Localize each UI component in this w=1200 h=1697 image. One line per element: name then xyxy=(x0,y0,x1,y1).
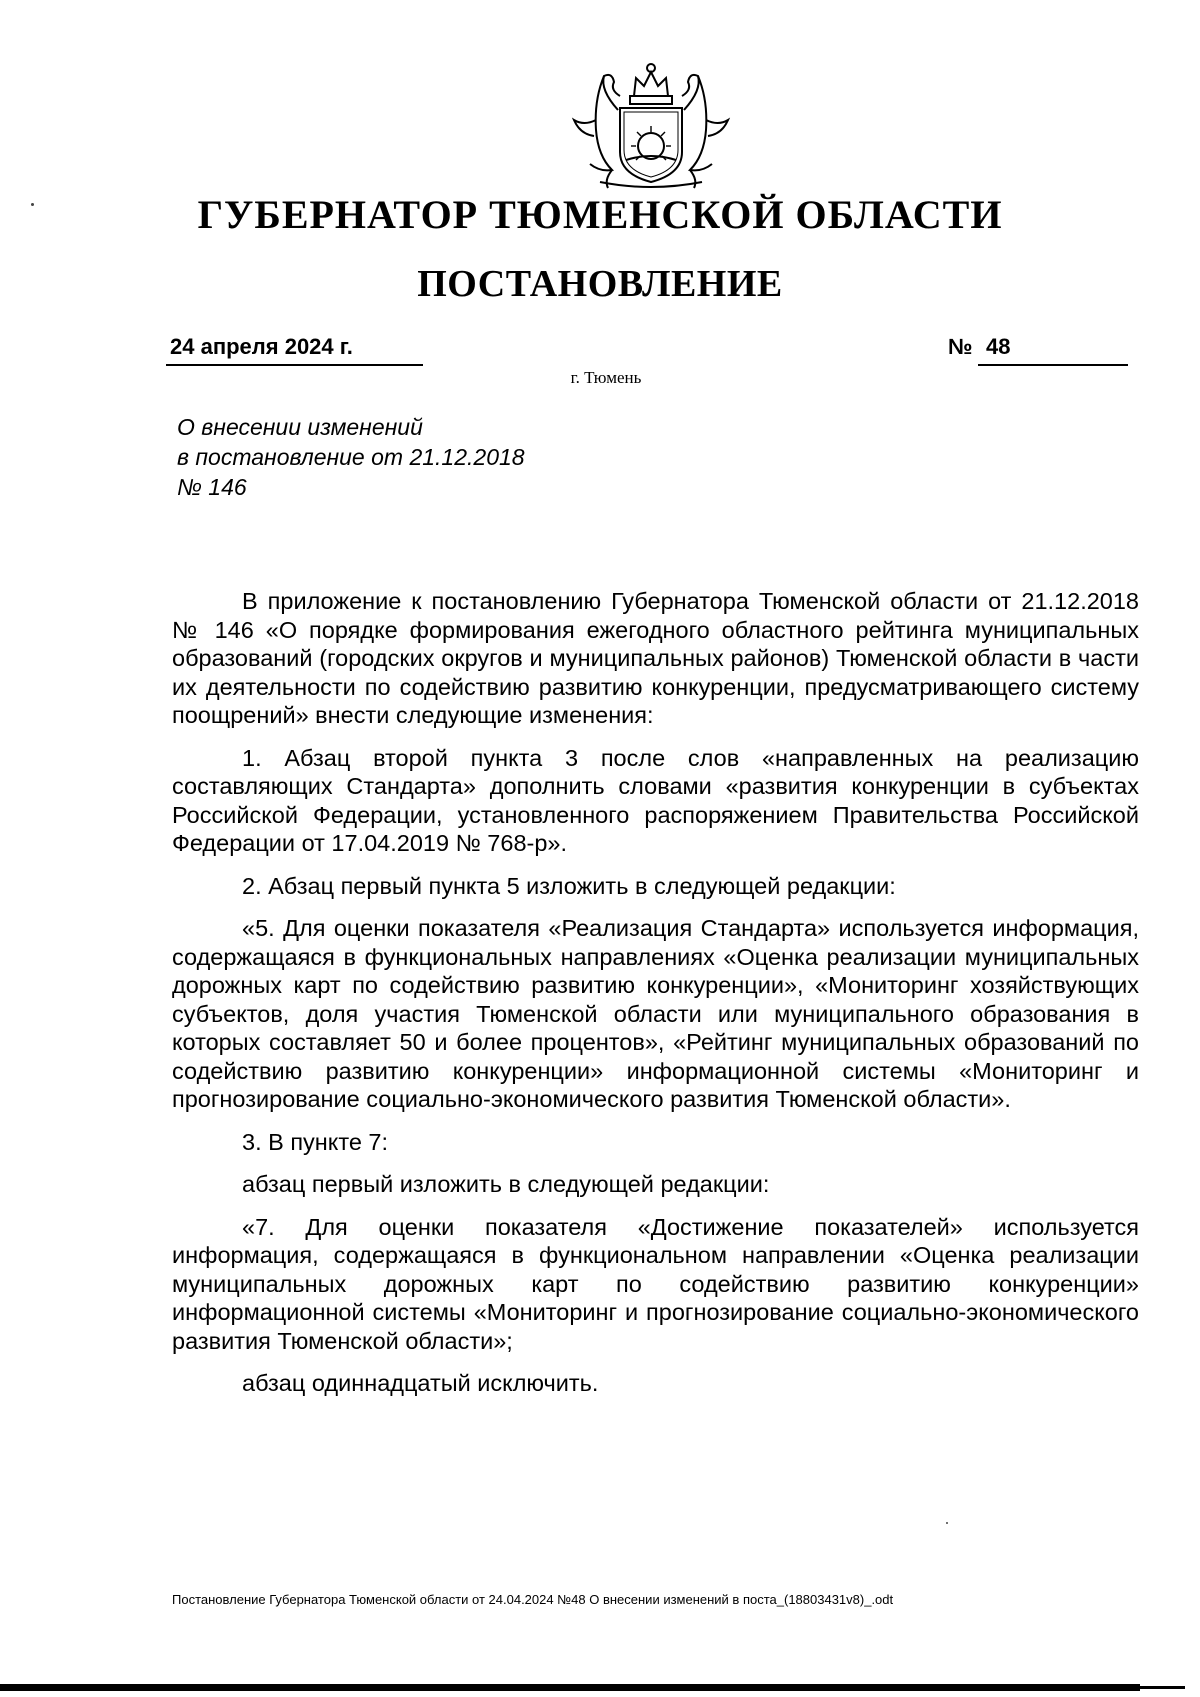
number-underline xyxy=(978,364,1128,366)
scan-speck xyxy=(31,203,34,206)
scan-speck xyxy=(946,1522,948,1524)
issuing-authority-title: ГУБЕРНАТОР ТЮМЕНСКОЙ ОБЛАСТИ xyxy=(197,192,1003,237)
city-label: г. Тюмень xyxy=(570,368,642,387)
body-paragraph: В приложение к постановлению Губернатора Тюменской области от 21.12.2018 № 146 «О порядке формирования ежегодного областного рейтинга муниципальных образований (городских округов и муниципальных районов) Тюменской области в части их деятельности по содействию развитию конкуренции, предусматривающего систему поощрений» внести следующие изменения: xyxy=(172,588,1139,728)
subject-line: в постановление от 21.12.2018 xyxy=(177,444,525,470)
coat-of-arms-icon xyxy=(560,60,742,192)
document-number: 48 xyxy=(986,334,1011,359)
file-footer: Постановление Губернатора Тюменской области от 24.04.2024 №48 О внесении изменений в поста_(18803431v8)_.odt xyxy=(172,1592,894,1607)
scan-edge-bar xyxy=(0,1684,1140,1691)
document-type-title: ПОСТАНОВЛЕНИЕ xyxy=(417,263,783,305)
date-underline xyxy=(166,364,423,366)
document-date: 24 апреля 2024 г. xyxy=(170,334,353,359)
scan-edge-bar xyxy=(1140,1686,1185,1689)
body-paragraph: абзац одиннадцатый исключить. xyxy=(242,1370,599,1396)
document-subject xyxy=(177,412,525,502)
body-paragraph: 3. В пункте 7: xyxy=(242,1128,389,1155)
body-paragraph: «5. Для оценки показателя «Реализация Стандарта» используется информация, содержащаяся в функциональных направлениях «Оценка реализации муниципальных дорожных карт по содействию развитию конкуренции», «Мониторинг хозяйствующих субъектов, доля участия Тюменской области или муниципального образования в которых составляет 50 и более процентов», «Рейтинг муниципальных образований по содействию развитию конкуренции» информационной системы «Мониторинг и прогнозирование социально-экономического развития Тюменской области». xyxy=(172,915,1139,1112)
body-paragraph: абзац первый изложить в следующей редакции: xyxy=(242,1171,770,1197)
document-body xyxy=(172,587,1139,1412)
body-paragraph: «7. Для оценки показателя «Достижение показателей» используется информация, содержащаяся в функциональном направлении «Оценка реализации муниципальных дорожных карт по содействию развитию конкуренции» информационной системы «Мониторинг и прогнозирование социально-экономического развития Тюменской области»; xyxy=(172,1213,1139,1354)
number-sign: № xyxy=(948,334,973,359)
body-paragraph: 1. Абзац второй пункта 3 после слов «направленных на реализацию составляющих Стандарта» дополнить словами «развития конкуренции в субъектах Российской Федерации, установленного распоряжением Правительства Российской Федерации от 17.04.2019 № 768-р». xyxy=(172,744,1139,856)
subject-line: О внесении изменений xyxy=(177,414,423,440)
body-paragraph: 2. Абзац первый пункта 5 изложить в следующей редакции: xyxy=(242,872,896,899)
subject-line: № 146 xyxy=(177,474,247,500)
